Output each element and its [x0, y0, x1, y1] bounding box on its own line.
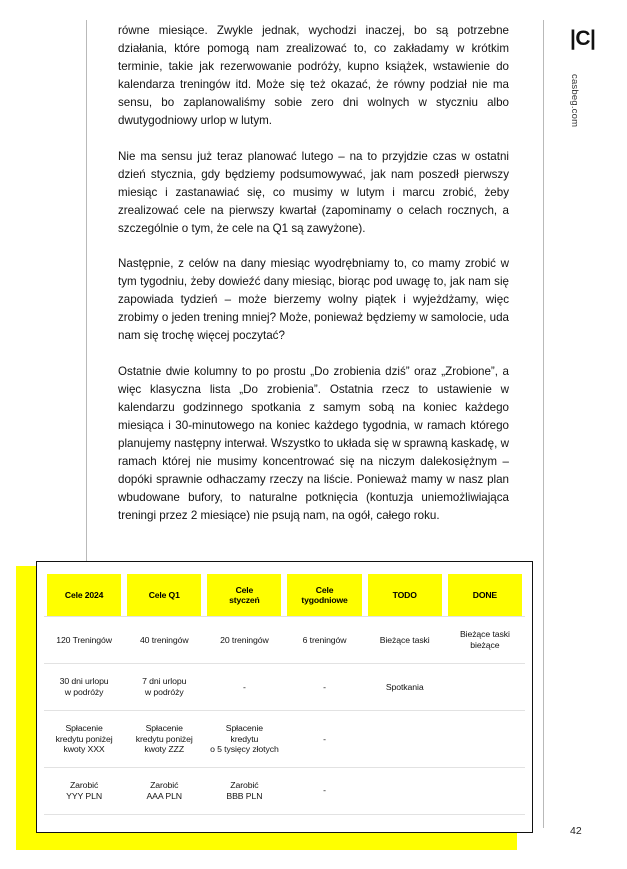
goals-table-head [44, 574, 525, 617]
cell [365, 711, 445, 768]
cell: Bieżące taski bieżące [445, 617, 525, 664]
cell [365, 767, 445, 814]
column-header-done [445, 574, 525, 617]
table-row [44, 767, 525, 814]
goals-table [44, 574, 525, 815]
header-label: Cele Q1 [127, 574, 201, 616]
header-label: Cele 2024 [47, 574, 121, 616]
page-number: 42 [570, 825, 582, 837]
header-label: TODO [368, 574, 442, 616]
cell [445, 711, 525, 768]
cell: - [204, 664, 284, 711]
cell: Spłacenie kredytu o 5 tysięcy złotych [204, 711, 284, 768]
cell: - [284, 767, 364, 814]
cell: Zarobić AAA PLN [124, 767, 204, 814]
cell [445, 767, 525, 814]
column-header-todo [365, 574, 445, 617]
column-header-cele-q1 [124, 574, 204, 617]
table-row [44, 711, 525, 768]
cell: 20 treningów [204, 617, 284, 664]
goals-table-body [44, 617, 525, 815]
table-header-row [44, 574, 525, 617]
header-label: Cele styczeń [207, 574, 281, 616]
cell: Zarobić YYY PLN [44, 767, 124, 814]
cell: 120 Treningów [44, 617, 124, 664]
paragraph: równe miesiące. Zwykle jednak, wychodzi inaczej, bo są potrzebne działania, które pomogą nam zrealizować to, co zakładamy w krótkim terminie, takie jak rezerwowanie podróży, kupno książek, wstawienie do kalendarza treningów itd. Może się też okazać, że równy podział nie ma sensu, bo zaplanowaliśmy sobie zero dni wolnych w styczniu albo dwutygodniowy urlop w lutym. [118, 24, 509, 128]
goals-table-wrapper [36, 561, 533, 833]
cell: 7 dni urlopu w podróży [124, 664, 204, 711]
cell [445, 664, 525, 711]
column-header-cele-tygodniowe [284, 574, 364, 617]
cell: 40 treningów [124, 617, 204, 664]
cell: 6 treningów [284, 617, 364, 664]
cell: - [284, 664, 364, 711]
paragraph: Nie ma sensu już teraz planować lutego – na to przyjdzie czas w ostatni dzień stycznia, gdy będziemy podsumowywać, jak nam poszedł pierwszy miesiąc i zastanawiać się, co musimy w lutym i marcu zrobić, żeby zrealizować cele na pierwszy kwartał (zapominamy o celach rocznych, a szczególnie o tym, że cele na Q1 są zawyżone). [118, 149, 509, 235]
body-copy [118, 22, 509, 525]
table-row [44, 617, 525, 664]
header-label: Cele tygodniowe [287, 574, 361, 616]
cell: Spłacenie kredytu poniżej kwoty XXX [44, 711, 124, 768]
cell: - [284, 711, 364, 768]
casbeg-logo: |C| [570, 27, 596, 50]
right-margin-rule [543, 20, 544, 565]
site-url-vertical: casbeg.com [569, 74, 580, 128]
header-label: DONE [448, 574, 522, 616]
paragraph: Następnie, z celów na dany miesiąc wyodrębniamy to, co mamy zrobić w tym tygodniu, żeby dowieźć dany miesiąc, biorąc pod uwagę to, jak nam się zapowiada tydzień – może bierzemy wolny piątek i wyjeżdżamy, więc zrobimy o jeden trening mniej? Może, ponieważ będziemy w samolocie, uda nam się trochę więcej poczytać? [118, 257, 509, 343]
cell: Spotkania [365, 664, 445, 711]
cell: Bieżące taski [365, 617, 445, 664]
cell: 30 dni urlopu w podróży [44, 664, 124, 711]
cell: Zarobić BBB PLN [204, 767, 284, 814]
table-row [44, 664, 525, 711]
left-margin-rule [86, 20, 87, 565]
cell: Spłacenie kredytu poniżej kwoty ZZZ [124, 711, 204, 768]
paragraph: Ostatnie dwie kolumny to po prostu „Do zrobienia dziś” oraz „Zrobione”, a więc klasyczna lista „Do zrobienia”. Ostatnia rzecz to ustawienie w kalendarzu godzinnego spotkania z samym sobą na koniec każdego miesiąca i 30-minutowego na koniec każdego tygodnia, w ramach którego planujemy następny interwał. Wszystko to układa się w sprawną kaskadę, w ramach której nie musimy koncentrować się na niczym dalekosiężnym – dopóki sprawnie odhaczamy rzeczy na liście. Ponieważ mamy w nasz plan wbudowane bufory, to naturalne potknięcia (kontuzja uniemożliwiająca treningi przez 2 miesiące) nie psują nam, na ogół, całego roku. [118, 364, 509, 523]
column-header-cele-2024 [44, 574, 124, 617]
column-header-cele-styczen [204, 574, 284, 617]
right-margin-rule-lower [543, 565, 544, 828]
